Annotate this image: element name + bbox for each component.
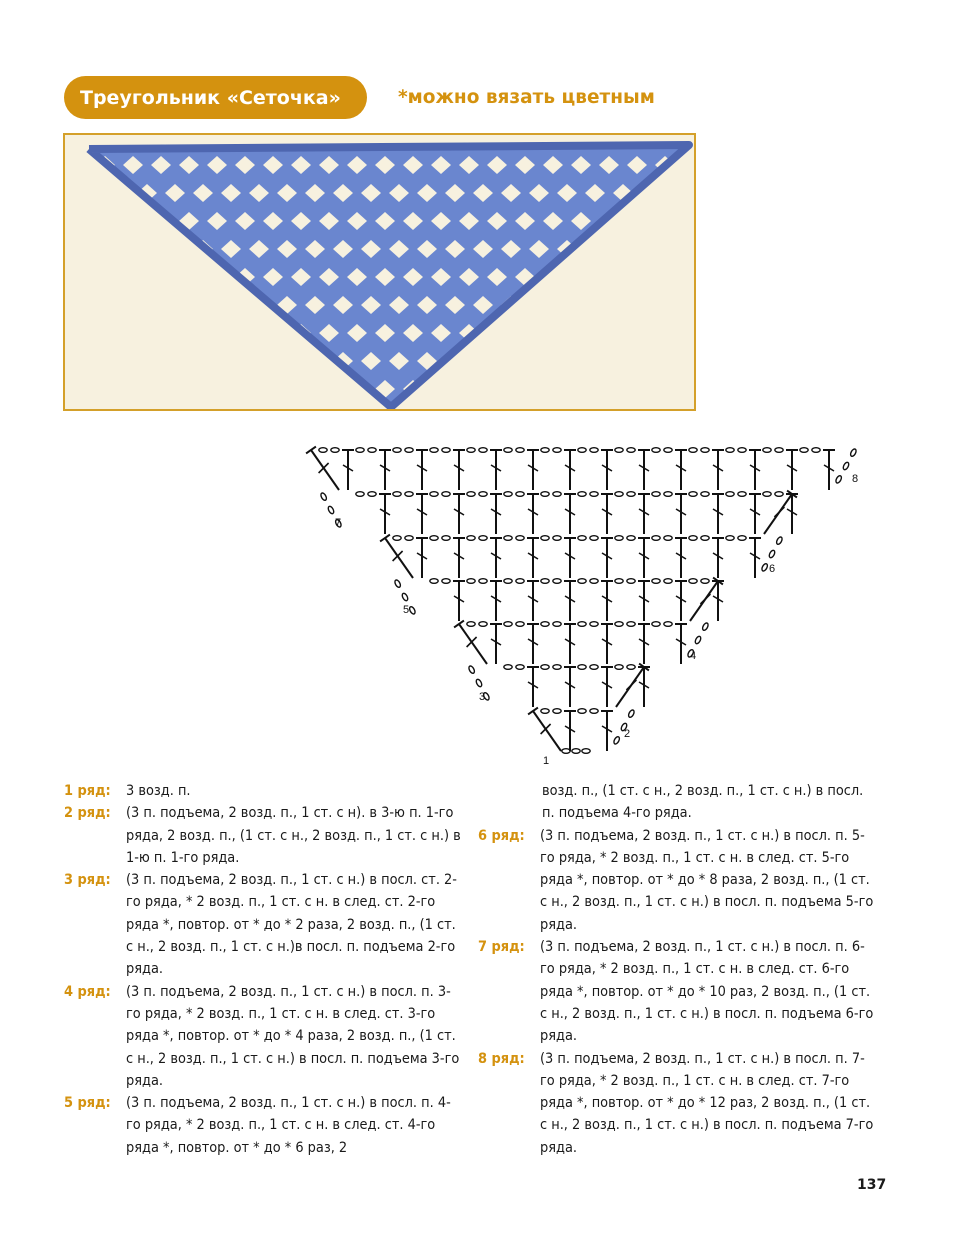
row-text: 3 возд. п.	[126, 783, 191, 799]
chain-stitch	[578, 622, 586, 627]
chain-stitch	[738, 448, 746, 453]
mesh-hole	[599, 268, 619, 286]
chain-stitch	[541, 492, 549, 497]
row-text: (3 п. подъема, 2 возд. п., 1 ст. с н.) в посл. п. 5-го ряда, * 2 возд. п., 1 ст. с н. в след. ст. 5-го ряда *, повтор. от * до * 8 раза, 2 возд. п., (1 ст. с н., 2 возд. п., 1 ст. с н.) в посл. п. подъема 5-го ряда.	[540, 827, 874, 933]
chain-stitch	[664, 579, 672, 584]
mesh-hole	[207, 324, 227, 342]
chain-stitch	[812, 448, 820, 453]
chain-stitch	[541, 709, 549, 714]
mesh-hole	[123, 380, 143, 398]
instruction-row	[478, 825, 878, 936]
mesh-hole	[207, 268, 227, 286]
turning-top	[306, 447, 316, 454]
mesh-hole	[557, 296, 577, 314]
chain-stitch	[726, 536, 734, 541]
chain-stitch	[430, 579, 438, 584]
row-text: (3 п. подъема, 2 возд. п., 1 ст. с н.) в посл. ст. 2-го ряда, * 2 возд. п., 1 ст. с н. в след. ст. 2-го ряда *, повтор. от * до * 2 раза, 2 возд. п., (1 ст. с н., 2 возд. п., 1 ст. с н.)в посл. п. подъема 2-го ряда.	[126, 872, 457, 978]
mesh-hole	[613, 240, 633, 258]
mesh-hole	[249, 352, 269, 370]
chain-stitch	[578, 709, 586, 714]
mesh-hole	[431, 380, 451, 398]
mesh-hole	[655, 212, 675, 230]
turning-top	[454, 621, 464, 628]
mesh-hole	[655, 324, 675, 342]
mesh-hole	[599, 380, 619, 398]
chain-stitch	[652, 622, 660, 627]
mesh-hole	[263, 380, 283, 398]
mesh-hole	[599, 324, 619, 342]
mesh-hole	[669, 184, 689, 202]
row-text: (3 п. подъема, 2 возд. п., 1 ст. с н.) в посл. п. 7-го ряда, * 2 возд. п., 1 ст. с н. в след. ст. 7-го ряда *, повтор. от * до * 12 раз, 2 возд. п., (1 ст. с н., 2 возд. п., 1 ст. с н.) в посл. п. подъема 7-го ряда.	[540, 1050, 874, 1156]
row-number-label: 1	[543, 755, 550, 767]
chain-stitch	[664, 492, 672, 497]
mesh-hole	[319, 380, 339, 398]
turning-dc	[459, 624, 487, 664]
mesh-hole	[179, 380, 199, 398]
mesh-hole	[641, 240, 661, 258]
chain-stitch	[701, 448, 709, 453]
chain-stitch	[479, 579, 487, 584]
mesh-hole	[151, 324, 171, 342]
chain-stitch	[590, 709, 598, 714]
chain-stitch	[553, 448, 561, 453]
chain-stitch	[516, 665, 524, 670]
chain-stitch	[541, 665, 549, 670]
page-number: 137	[857, 1177, 887, 1193]
mesh-hole	[95, 380, 115, 398]
chain-stitch	[504, 579, 512, 584]
chain-stitch	[541, 579, 549, 584]
chain-stitch	[578, 536, 586, 541]
chain-stitch	[738, 536, 746, 541]
chain-stitch	[726, 492, 734, 497]
chain-stitch	[578, 492, 586, 497]
turning-cross	[774, 507, 784, 517]
mesh-hole	[95, 212, 115, 230]
mesh-hole	[669, 352, 689, 370]
chain-stitch	[479, 536, 487, 541]
chain-stitch	[701, 536, 709, 541]
chain-stitch	[430, 492, 438, 497]
chain-stitch	[319, 448, 327, 453]
chain-stitch	[516, 536, 524, 541]
mesh-hole	[641, 352, 661, 370]
chain-stitch	[541, 536, 549, 541]
turning-chain	[401, 592, 409, 601]
chain-stitch	[615, 448, 623, 453]
color-note: *можно вязать цветным	[398, 87, 655, 108]
mesh-hole	[501, 352, 521, 370]
turning-chain	[320, 492, 328, 501]
row-text: (3 п. подъема, 2 возд. п., 1 ст. с н.) в посл. п. 3-го ряда, * 2 возд. п., 1 ст. с н. в след. ст. 3-го ряда *, повтор. от * до * 4 раза, 2 возд. п., (1 ст. с н., 2 возд. п., 1 ст. с н.) в посл. п. подъема 3-го ряда.	[126, 983, 460, 1089]
chain-stitch	[516, 622, 524, 627]
row-label: 5 ряд:	[64, 1095, 111, 1112]
chain-stitch	[368, 492, 376, 497]
chain-stitch	[615, 536, 623, 541]
mesh-hole	[109, 240, 129, 258]
chain-stitch	[467, 622, 475, 627]
mesh-hole	[137, 352, 157, 370]
turning-chain	[835, 475, 843, 484]
row-number-label: 2	[624, 728, 631, 740]
turning-chain	[775, 536, 783, 545]
mesh-hole	[627, 268, 647, 286]
chain-stitch	[775, 448, 783, 453]
mesh-hole	[109, 352, 129, 370]
chain-stitch	[562, 749, 570, 754]
mesh-hole	[109, 184, 129, 202]
mesh-hole	[137, 240, 157, 258]
chain-stitch	[627, 536, 635, 541]
mesh-hole	[487, 380, 507, 398]
turning-dc	[385, 538, 413, 578]
mesh-hole	[627, 212, 647, 230]
chain-stitch	[689, 536, 697, 541]
turning-chain	[761, 563, 769, 572]
mesh-hole	[641, 296, 661, 314]
turning-chain	[475, 678, 483, 687]
chain-stitch	[442, 536, 450, 541]
chain-stitch	[615, 622, 623, 627]
row-label: 1 ряд:	[64, 783, 111, 799]
mesh-hole	[515, 324, 535, 342]
row-number-label: 4	[690, 650, 697, 662]
chain-stitch	[590, 622, 598, 627]
chain-stitch	[652, 448, 660, 453]
mesh-hole	[669, 296, 689, 314]
mesh-hole	[627, 380, 647, 398]
chain-stitch	[553, 622, 561, 627]
mesh-hole	[543, 380, 563, 398]
mesh-hole	[585, 296, 605, 314]
chain-stitch	[652, 536, 660, 541]
chain-stitch	[800, 448, 808, 453]
chain-stitch	[356, 492, 364, 497]
chain-stitch	[689, 579, 697, 584]
turning-chain	[408, 606, 416, 615]
chain-stitch	[442, 448, 450, 453]
chain-stitch	[590, 492, 598, 497]
mesh-hole	[123, 324, 143, 342]
mesh-hole	[193, 352, 213, 370]
chain-stitch	[553, 579, 561, 584]
chain-stitch	[553, 709, 561, 714]
turning-chain	[694, 635, 702, 644]
mesh-hole	[487, 324, 507, 342]
chain-stitch	[590, 665, 598, 670]
row-text: (3 п. подъема, 2 возд. п., 1 ст. с н.) в посл. п. 6-го ряда, * 2 возд. п., 1 ст. с н. в след. ст. 6-го ряда *, повтор. от * до * 10 раз, 2 возд. п., (1 ст. с н., 2 возд. п., 1 ст. с н.) в посл. п. подъема 6-го ряда.	[540, 939, 874, 1045]
turning-chain	[842, 461, 850, 470]
chain-stitch	[442, 579, 450, 584]
chain-stitch	[664, 536, 672, 541]
mesh-hole	[543, 324, 563, 342]
mesh-hole	[221, 352, 241, 370]
chain-stitch	[701, 579, 709, 584]
mesh-hole	[655, 380, 675, 398]
mesh-hole	[123, 212, 143, 230]
chain-stitch	[405, 448, 413, 453]
instructions-left-column	[64, 780, 464, 1159]
mesh-hole	[529, 352, 549, 370]
mesh-hole	[557, 352, 577, 370]
chain-stitch	[726, 448, 734, 453]
chain-stitch	[356, 448, 364, 453]
section-title-badge	[64, 76, 367, 119]
shawl-photo	[63, 133, 696, 411]
chain-stitch	[467, 536, 475, 541]
mesh-hole	[95, 324, 115, 342]
chain-stitch	[615, 579, 623, 584]
instruction-row	[478, 1048, 878, 1159]
mesh-hole	[235, 324, 255, 342]
mesh-hole	[221, 296, 241, 314]
chain-stitch	[553, 665, 561, 670]
mesh-hole	[627, 324, 647, 342]
mesh-hole	[585, 240, 605, 258]
chain-stitch	[516, 448, 524, 453]
mesh-hole	[473, 352, 493, 370]
chain-stitch	[627, 492, 635, 497]
mesh-hole	[305, 352, 325, 370]
turning-dc	[533, 711, 561, 751]
mesh-hole	[193, 296, 213, 314]
chain-stitch	[627, 579, 635, 584]
instruction-row	[64, 802, 464, 869]
chain-stitch	[775, 492, 783, 497]
row-label: 2 ряд:	[64, 805, 111, 822]
row-5-continuation: возд. п., (1 ст. с н., 2 возд. п., 1 ст. с н.) в посл. п. подъема 4-го ряда.	[542, 783, 864, 822]
mesh-hole	[179, 324, 199, 342]
mesh-hole	[529, 296, 549, 314]
row-number-label: 6	[769, 563, 776, 575]
mesh-hole	[291, 380, 311, 398]
row-number-label: 3	[479, 691, 486, 703]
chain-stitch	[504, 492, 512, 497]
chain-stitch	[405, 492, 413, 497]
mesh-hole	[179, 268, 199, 286]
chain-stitch	[331, 448, 339, 453]
chain-stitch	[541, 622, 549, 627]
row-text: (3 п. подъема, 2 возд. п., 1 ст. с н.) в посл. п. 4-го ряда, * 2 возд. п., 1 ст. с н. в след. ст. 4-го ряда *, повтор. от * до * 6 раз, 2	[126, 1095, 451, 1156]
row-label: 6 ряд:	[478, 827, 525, 844]
row-label: 8 ряд:	[478, 1050, 525, 1067]
turning-chain	[849, 448, 857, 457]
chain-stitch	[590, 579, 598, 584]
mesh-hole	[109, 296, 129, 314]
mesh-hole	[613, 352, 633, 370]
crochet-diagram	[280, 430, 880, 775]
mesh-hole	[683, 268, 694, 286]
mesh-hole	[655, 268, 675, 286]
instruction-row	[64, 1092, 464, 1159]
chain-stitch	[430, 448, 438, 453]
chain-stitch	[405, 536, 413, 541]
chain-stitch	[582, 749, 590, 754]
mesh-hole	[207, 380, 227, 398]
mesh-hole	[151, 268, 171, 286]
chain-stitch	[578, 665, 586, 670]
instruction-row	[64, 869, 464, 980]
chain-stitch	[652, 579, 660, 584]
chain-stitch	[664, 622, 672, 627]
row-label: 3 ряд:	[64, 872, 111, 889]
chain-stitch	[541, 448, 549, 453]
mesh-hole	[683, 324, 694, 342]
chain-stitch	[504, 448, 512, 453]
mesh-hole	[137, 296, 157, 314]
mesh-hole	[515, 380, 535, 398]
chain-stitch	[504, 665, 512, 670]
turning-chain	[768, 549, 776, 558]
instruction-row	[64, 780, 464, 802]
mesh-hole	[571, 324, 591, 342]
chain-stitch	[467, 492, 475, 497]
chain-stitch	[479, 492, 487, 497]
chain-stitch	[615, 665, 623, 670]
chain-stitch	[701, 492, 709, 497]
turning-chain	[701, 622, 709, 631]
row-label: 4 ряд:	[64, 983, 111, 1000]
chain-stitch	[627, 665, 635, 670]
mesh-hole	[571, 268, 591, 286]
mesh-hole	[571, 380, 591, 398]
crochet-triangle-photo	[65, 135, 694, 409]
row-number-label: 8	[852, 473, 859, 485]
chain-stitch	[590, 448, 598, 453]
chain-stitch	[504, 536, 512, 541]
turning-cross	[700, 594, 710, 604]
chain-stitch	[689, 448, 697, 453]
mesh-hole	[683, 212, 694, 230]
mesh-hole	[669, 240, 689, 258]
turning-chain	[327, 505, 335, 514]
turning-top	[528, 708, 538, 715]
instruction-row	[478, 936, 878, 1047]
chain-stitch	[430, 536, 438, 541]
chain-stitch	[393, 536, 401, 541]
chain-stitch	[442, 492, 450, 497]
row-label: 7 ряд:	[478, 939, 525, 956]
turning-chain	[468, 665, 476, 674]
mesh-hole	[165, 352, 185, 370]
mesh-hole	[123, 268, 143, 286]
chain-stitch	[479, 448, 487, 453]
chain-stitch	[368, 448, 376, 453]
mesh-hole	[459, 380, 479, 398]
mesh-hole	[585, 352, 605, 370]
chain-stitch	[738, 492, 746, 497]
chain-stitch	[479, 622, 487, 627]
turning-chain	[613, 736, 621, 745]
mesh-hole	[263, 324, 283, 342]
mesh-hole	[613, 296, 633, 314]
chain-stitch	[627, 622, 635, 627]
turning-chain	[627, 709, 635, 718]
instruction-row	[64, 981, 464, 1092]
chain-stitch	[553, 492, 561, 497]
chain-stitch	[553, 536, 561, 541]
chain-stitch	[393, 492, 401, 497]
mesh-hole	[683, 156, 694, 174]
chain-stitch	[467, 448, 475, 453]
mesh-hole	[683, 380, 694, 398]
chain-stitch	[627, 448, 635, 453]
chain-stitch	[393, 448, 401, 453]
mesh-hole	[165, 296, 185, 314]
row-number-label: 5	[403, 604, 410, 616]
chain-stitch	[504, 622, 512, 627]
mesh-hole	[95, 268, 115, 286]
mesh-hole	[277, 352, 297, 370]
mesh-hole	[151, 380, 171, 398]
chain-stitch	[578, 448, 586, 453]
turning-cross	[626, 680, 636, 690]
turning-top	[380, 535, 390, 542]
chain-stitch	[664, 448, 672, 453]
chain-stitch	[615, 492, 623, 497]
row-number-label: 7	[335, 517, 342, 529]
chain-stitch	[572, 749, 580, 754]
chain-stitch	[763, 448, 771, 453]
chain-stitch	[578, 579, 586, 584]
chain-stitch	[689, 492, 697, 497]
mesh-hole	[235, 380, 255, 398]
chain-stitch	[516, 579, 524, 584]
chain-stitch	[590, 536, 598, 541]
section-title: Треугольник «Сеточка»	[80, 86, 341, 109]
instructions-right-column	[478, 780, 878, 1159]
turning-dc	[311, 450, 339, 490]
chain-stitch	[516, 492, 524, 497]
row-text: (3 п. подъема, 2 возд. п., 1 ст. с н). в 3-ю п. 1-го ряда, 2 возд. п., (1 ст. с н., 2 возд. п., 1 ст. с н.) в 1-ю п. 1-го ряда.	[126, 805, 461, 866]
chain-stitch	[652, 492, 660, 497]
chain-stitch	[467, 579, 475, 584]
turning-chain	[394, 579, 402, 588]
mesh-hole	[165, 240, 185, 258]
chain-stitch	[763, 492, 771, 497]
